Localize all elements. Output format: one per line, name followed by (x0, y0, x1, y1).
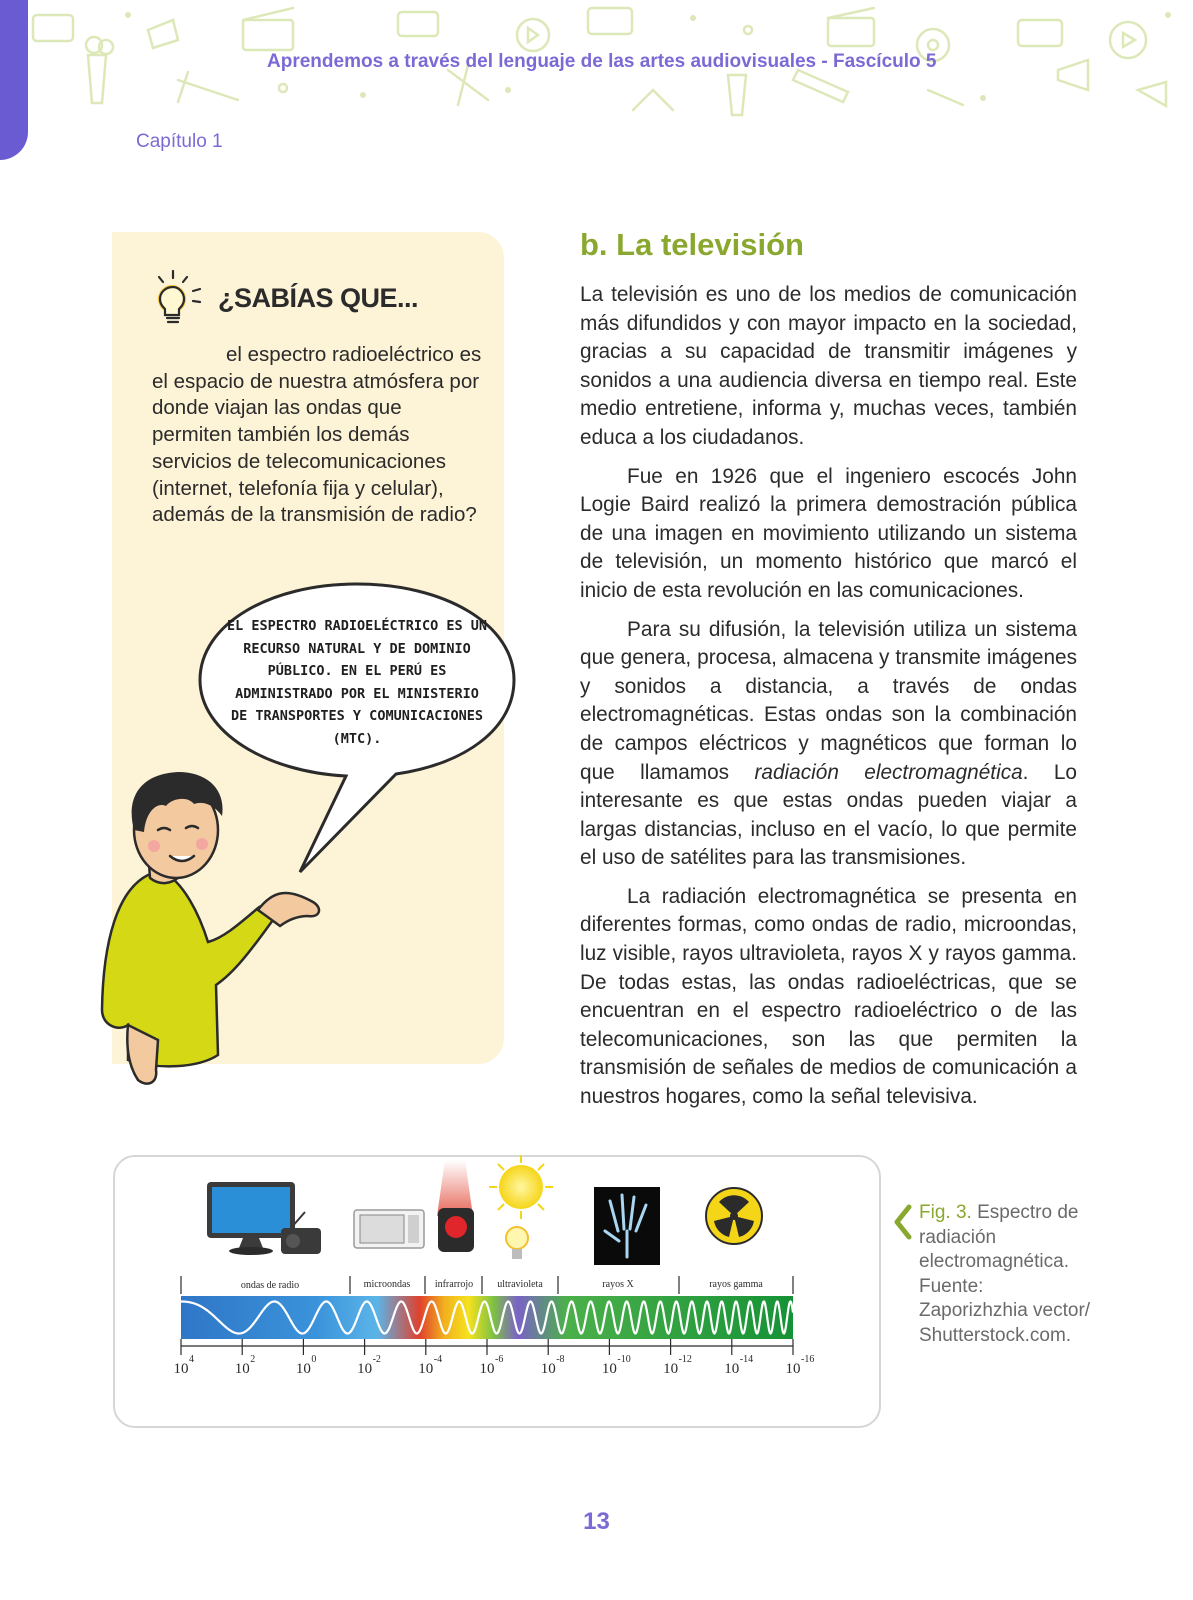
scale-base-label: 10 (234, 1361, 250, 1377)
scale-exponent-label: -12 (678, 1354, 692, 1365)
scale-base-label: 10 (479, 1361, 495, 1377)
boy-character-illustration (98, 770, 330, 1100)
chapter-label: Capítulo 1 (136, 131, 223, 152)
band-label-microwaves: microondas (363, 1279, 411, 1290)
scale-exponent-label: 4 (189, 1354, 194, 1365)
paragraph-4: La radiación electromagnética se presenta en diferentes formas, como ondas de radio, microondas, luz visible, rayos ultravioleta, rayos X y rayos gamma. De todas estas, las ondas radioeléctricas, que se encuentran en el espectro radioeléctrico o de las telecomunicaciones, son las que permiten la transmisión de señales de medios de comunicación a nuestros hogares, como la señal televisiva. (580, 884, 1077, 1109)
scale-base-label: 10 (785, 1361, 801, 1377)
band-label-ultraviolet: ultravioleta (497, 1279, 543, 1290)
light-bulb-icon (152, 265, 212, 327)
paragraph-2: Fue en 1926 que el ingeniero escocés John Logie Baird realizó la primera demostración pública de una imagen en movimiento utilizando un sistema de televisión, un momento histórico que marcó el inicio de esta revolución en las comunicaciones. (580, 464, 1077, 602)
chapter-tab (0, 0, 28, 160)
infrared-lamp-icon (437, 1160, 474, 1252)
scale-exponent-label: -16 (801, 1354, 815, 1365)
figure-number: Fig. 3. (919, 1202, 972, 1223)
figure-caption-text: Espectro de radiación electromagnética. Fuente: Zaporizhzhia vector/ Shutterstock.com. (919, 1202, 1091, 1346)
microwave-icon (354, 1210, 424, 1248)
scale-base-label: 10 (724, 1361, 740, 1377)
scale-base-label: 10 (663, 1361, 679, 1377)
scale-base-label: 10 (540, 1361, 556, 1377)
sun-icon (489, 1155, 553, 1219)
scale-exponent-label: 2 (250, 1354, 256, 1365)
scale-exponent-label: -4 (433, 1354, 443, 1365)
page-number: 13 (583, 1508, 610, 1535)
band-label-radio: ondas de radio (240, 1280, 300, 1291)
chevron-left-icon (893, 1204, 913, 1240)
section-title: b. La televisión (580, 227, 804, 262)
scale-exponent-label: 0 (311, 1354, 317, 1365)
paragraph-3-emphasis: radiación electromagnética (754, 760, 1023, 784)
scale-base-label: 10 (357, 1361, 373, 1377)
speech-bubble-text: EL ESPECTRO RADIOELÉCTRICO ES UN RECURSO NATURAL Y DE DOMINIO PÚBLICO. EN EL PERÚ ES ADMINISTRADO POR EL MINISTERIO DE TRANSPORTES Y COMUNICACIONES (MTC). (226, 618, 488, 747)
scale-exponent-label: -10 (617, 1354, 631, 1365)
header-title: Aprendemos a través del lenguaje de las artes audiovisuales - Fascículo 5 (267, 51, 937, 72)
scale-base-label: 10 (601, 1361, 617, 1377)
did-you-know-title: ¿SABÍAS QUE... (218, 283, 419, 313)
band-label-gamma: rayos gamma (709, 1279, 763, 1290)
radiation-icon (706, 1188, 762, 1244)
band-label-xray: rayos X (602, 1279, 634, 1290)
scale-exponent-label: -6 (495, 1354, 504, 1365)
light-bulb-icon (506, 1227, 528, 1259)
scale-base-label: 10 (418, 1361, 434, 1377)
scale-exponent-label: -8 (556, 1354, 565, 1365)
paragraph-3-text-b: . Lo interesante es que estas ondas pueden viajar a largas distancias, incluso en el vacío, lo que permite el uso de satélites para las transmisiones. (580, 760, 1077, 870)
paragraph-3 (580, 616, 1077, 873)
figure-caption (919, 1201, 1094, 1348)
did-you-know-text (152, 342, 487, 529)
band-label-infrared: infrarrojo (434, 1279, 474, 1290)
article-body (580, 281, 1077, 1122)
paragraph-3-text-a: Para su difusión, la televisión utiliza un sistema que genera, procesa, almacena y transmite imágenes y sonidos a distancia, a través de ondas electromagnéticas. Estas ondas son la combinación de campos eléctricos y magnéticos que forman lo que llamamos (580, 617, 1077, 784)
paragraph-1: La televisión es uno de los medios de comunicación más difundidos y con mayor impacto en la sociedad, gracias a su capacidad de transmitir imágenes y sonidos a una audiencia diversa en tiempo real. Este medio entretiene, informa y, muchas veces, también educa a los ciudadanos. (580, 283, 1077, 449)
xray-hand-icon (594, 1187, 660, 1265)
scale-base-label: 10 (173, 1361, 189, 1377)
scale-exponent-label: -14 (739, 1354, 754, 1365)
electromagnetic-spectrum-figure (113, 1155, 881, 1428)
did-you-know-body: el espectro radioeléctrico es el espacio de nuestra atmósfera por donde viajan las ondas que permiten también los demás servicios de telecomunicaciones (internet, telefonía fija y celular), además de la transmisión de radio? (152, 343, 482, 527)
scale-exponent-label: -2 (372, 1354, 381, 1365)
scale-base-label: 10 (295, 1361, 311, 1377)
